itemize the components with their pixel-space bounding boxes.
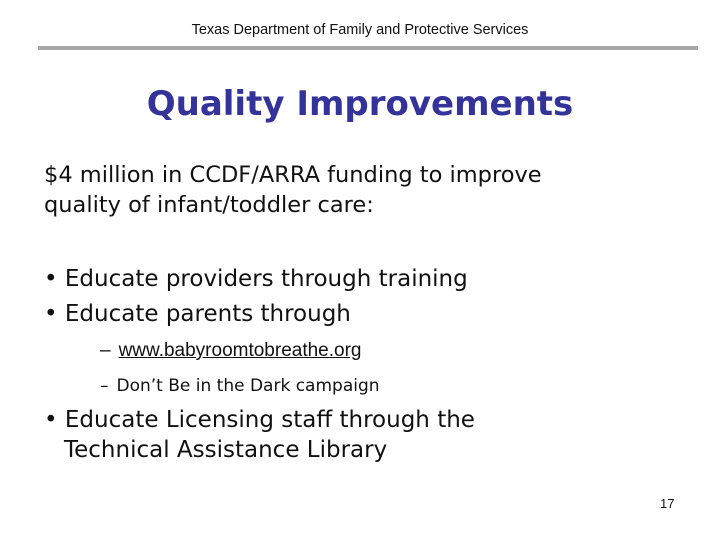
bullet-item-training: [44, 264, 468, 294]
intro-line-1: $4 million in CCDF/ARRA funding to improve: [44, 162, 542, 188]
bullet-marker: •: [44, 407, 58, 433]
bullet-text-line-1: Educate Licensing staff through the: [64, 407, 475, 433]
bullet-marker: •: [44, 266, 58, 292]
intro-line-2: quality of infant/toddler care:: [44, 192, 374, 218]
bullet-item-licensing: [44, 405, 475, 465]
bullet-marker: •: [44, 301, 58, 327]
bullet-item-parents: [44, 299, 351, 329]
website-link[interactable]: www.babyroomtobreathe.org: [118, 340, 362, 361]
header-divider: [38, 46, 698, 50]
bullet-text: Educate parents through: [64, 301, 351, 327]
page-number: 17: [660, 496, 675, 511]
slide-title: Quality Improvements: [146, 84, 574, 124]
intro-text: [44, 160, 542, 220]
bullet-text-line-2: Technical Assistance Library: [64, 437, 388, 463]
sub-bullet-marker: –: [100, 376, 109, 396]
bullet-text: Educate providers through training: [64, 266, 468, 292]
sub-bullet-campaign: [100, 376, 380, 396]
sub-bullet-website: [100, 340, 362, 362]
sub-bullet-marker: –: [100, 340, 111, 361]
header-organization: Texas Department of Family and Protective Services: [191, 22, 529, 38]
sub-bullet-text: Don’t Be in the Dark campaign: [116, 376, 380, 396]
